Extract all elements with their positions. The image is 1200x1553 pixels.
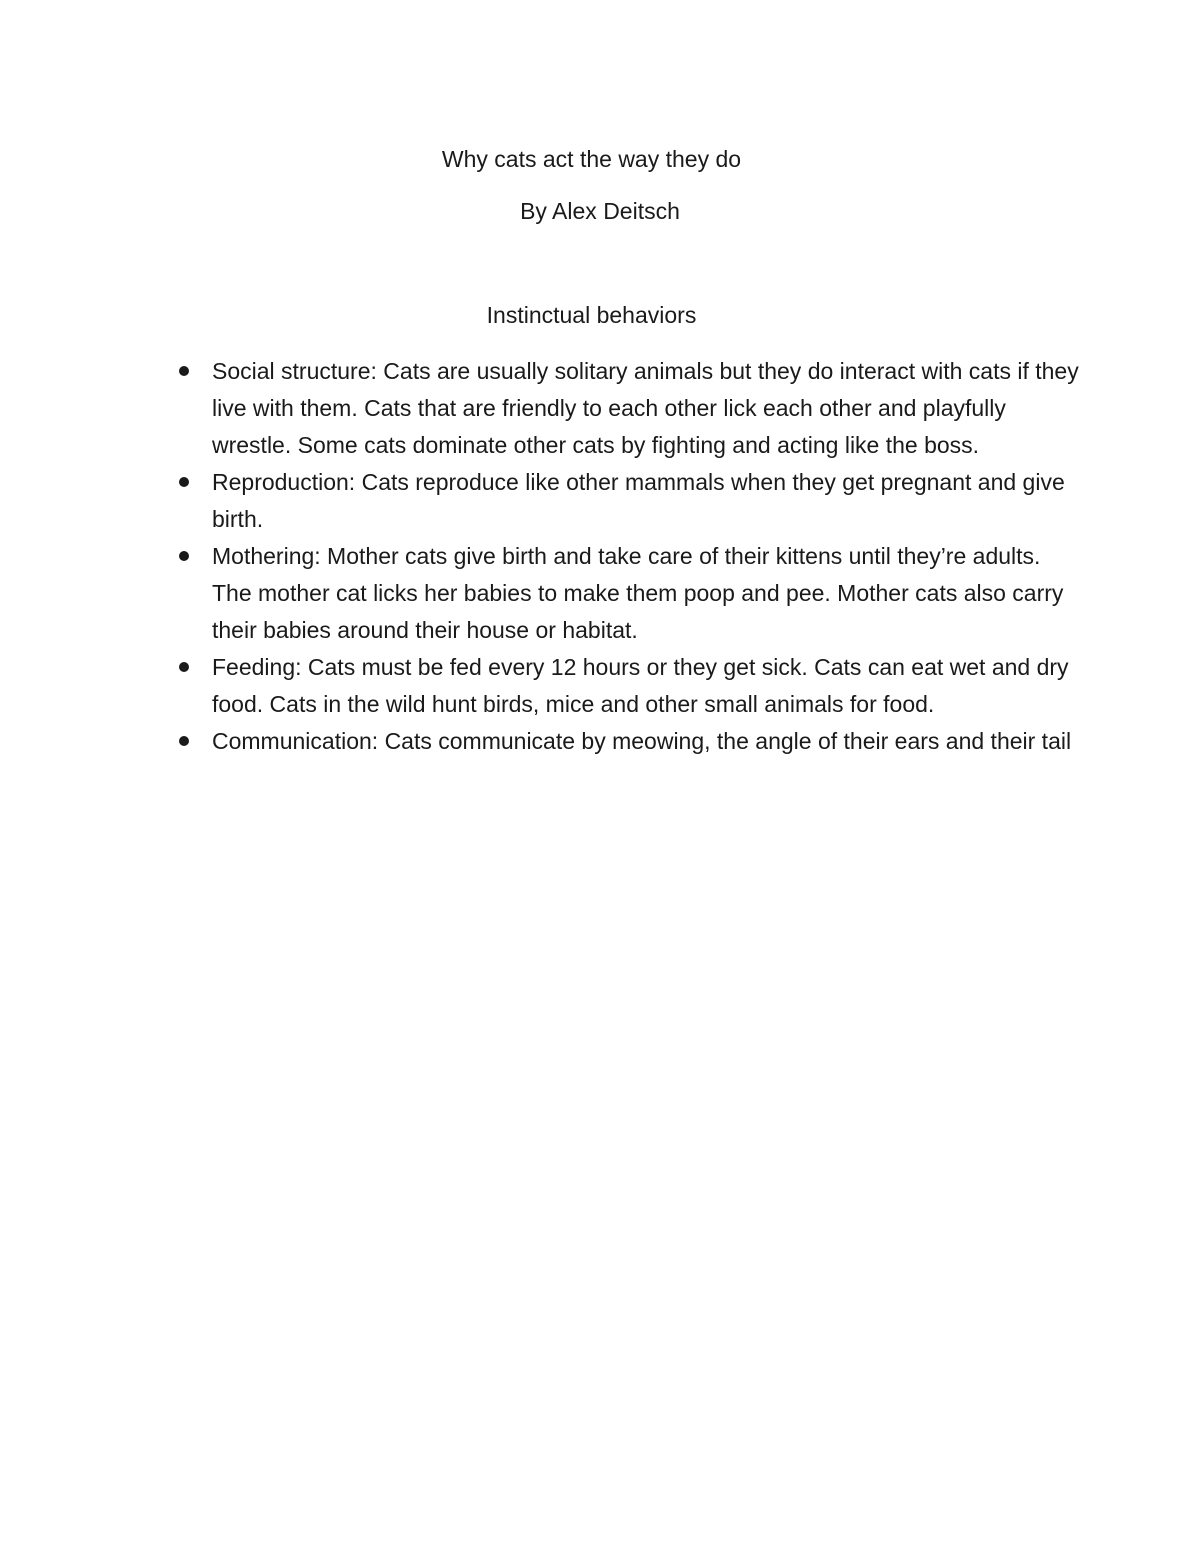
document-author: By Alex Deitsch [520, 198, 680, 224]
list-item [212, 464, 1082, 538]
document-title: Why cats act the way they do [441, 146, 742, 172]
list-item-text: Reproduction: Cats reproduce like other mammals when they get pregnant and give birth. [212, 469, 1065, 532]
list-item-text: Mothering: Mother cats give birth and take care of their kittens until they’re adults. The mother cat licks her babies to make them poop and pee. Mother cats also carry their babies around their house or habitat. [212, 543, 1064, 643]
bullet-icon [179, 477, 189, 487]
bullet-icon [179, 366, 189, 376]
bullet-list [212, 353, 1082, 760]
bullet-icon [179, 736, 189, 746]
list-item-text: Communication: Cats communicate by meowing, the angle of their ears and their tail [212, 728, 1072, 754]
list-item-text: Feeding: Cats must be fed every 12 hours or they get sick. Cats can eat wet and dry food. Cats in the wild hunt birds, mice and other small animals for food. [212, 654, 1069, 717]
list-item [212, 353, 1082, 464]
list-item [212, 649, 1082, 723]
list-item [212, 723, 1082, 760]
bullet-icon [179, 551, 189, 561]
list-item-text: Social structure: Cats are usually solitary animals but they do interact with cats if they live with them. Cats that are friendly to each other lick each other and playfully wrestle. Some cats dominate other cats by fighting and acting like the boss. [212, 358, 1079, 458]
bullet-icon [179, 662, 189, 672]
section-heading: Instinctual behaviors [486, 302, 697, 328]
list-item [212, 538, 1082, 649]
